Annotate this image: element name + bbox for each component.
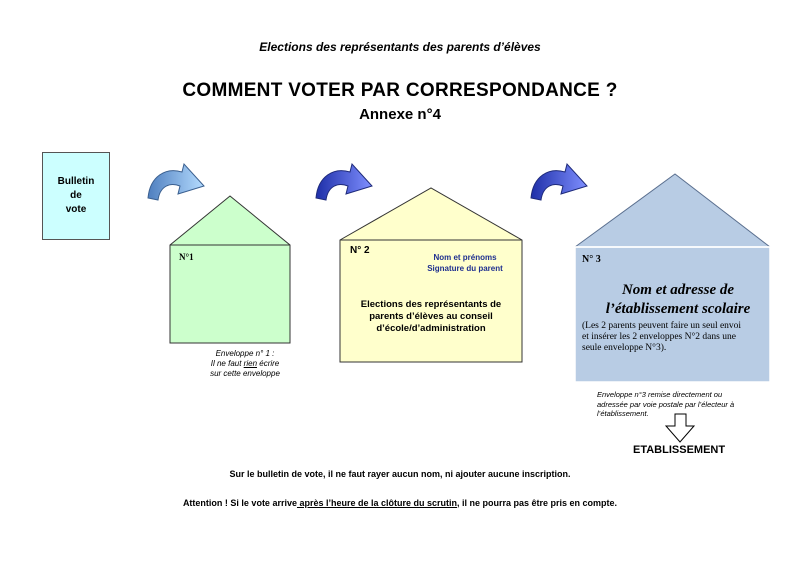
caption-text: Il ne faut: [210, 359, 244, 368]
footer-warning: [0, 498, 800, 508]
envelope-3-title: [586, 281, 770, 319]
envelope-3-note-line-2: et insérer les 2 enveloppes N°2 dans une: [582, 332, 736, 342]
envelope-1-caption-line-2: [195, 359, 295, 369]
envelope-1-caption-line-3: sur cette enveloppe: [210, 369, 280, 378]
envelope-2-name-block: [410, 252, 520, 274]
envelope-3-note: [582, 321, 768, 354]
subtitle: Elections des représentants des parents d’élèves: [259, 40, 541, 54]
envelope-1-label: N°1: [179, 252, 194, 262]
ballot-line-1: Bulletin: [57, 176, 95, 187]
envelope-2: [340, 188, 522, 362]
footer-warning-emphasis: après l’heure de la clôture du scrutin: [296, 498, 458, 508]
ballot-line-3: vote: [65, 204, 87, 215]
page-title: COMMENT VOTER PAR CORRESPONDANCE ?: [182, 80, 618, 101]
envelope-1: [170, 196, 290, 343]
envelope-1-caption: [195, 349, 295, 379]
footer-warning-text: Attention ! Si le vote arrive: [182, 498, 297, 508]
envelope-3-note-line-1: (Les 2 parents peuvent faire un seul envoi: [582, 321, 742, 331]
caption-emphasis: rien: [243, 359, 258, 368]
annexe-label: Annexe n°4: [359, 106, 441, 123]
envelope-2-signature-line: Signature du parent: [427, 264, 503, 273]
envelope-3-title-line-2: l’établissement scolaire: [605, 301, 751, 317]
envelope-3-caption-line-2: adressée par voie postale par l’électeur à: [597, 399, 735, 409]
curved-arrow-icon: [148, 164, 204, 200]
caption-text: écrire: [257, 359, 280, 368]
footer-warning-text: , il ne pourra pas être pris en compte.: [457, 498, 618, 508]
envelope-2-body-line-2: parents d’élèves au conseil: [369, 311, 493, 322]
footer-rule: Sur le bulletin de vote, il ne faut rayer aucun nom, ni ajouter aucune inscription.: [229, 469, 571, 479]
envelope-2-body-line-3: d’école/d’administration: [376, 323, 486, 334]
envelope-3-caption: [597, 390, 777, 419]
destination-label: ETABLISSEMENT: [633, 444, 726, 456]
envelope-2-body: [340, 299, 522, 335]
envelope-1-caption-line-1: Enveloppe n° 1 :: [215, 349, 275, 358]
envelope-3-title-line-1: Nom et adresse de: [621, 282, 735, 298]
envelope-2-body-line-1: Elections des représentants de: [360, 299, 502, 310]
envelope-3-caption-line-3: l’établissement.: [597, 409, 649, 418]
curved-arrow-icon: [316, 164, 372, 200]
curved-arrow-icon: [531, 164, 587, 200]
envelope-3-label: N° 3: [582, 254, 601, 265]
envelope-3-note-line-3: seule enveloppe N°3).: [582, 343, 667, 353]
envelope-2-name-line: Nom et prénoms: [433, 253, 497, 262]
ballot-line-2: de: [70, 190, 82, 201]
envelope-2-label: N° 2: [350, 245, 370, 256]
envelope-3-caption-line-1: Enveloppe n°3 remise directement ou: [597, 390, 723, 399]
